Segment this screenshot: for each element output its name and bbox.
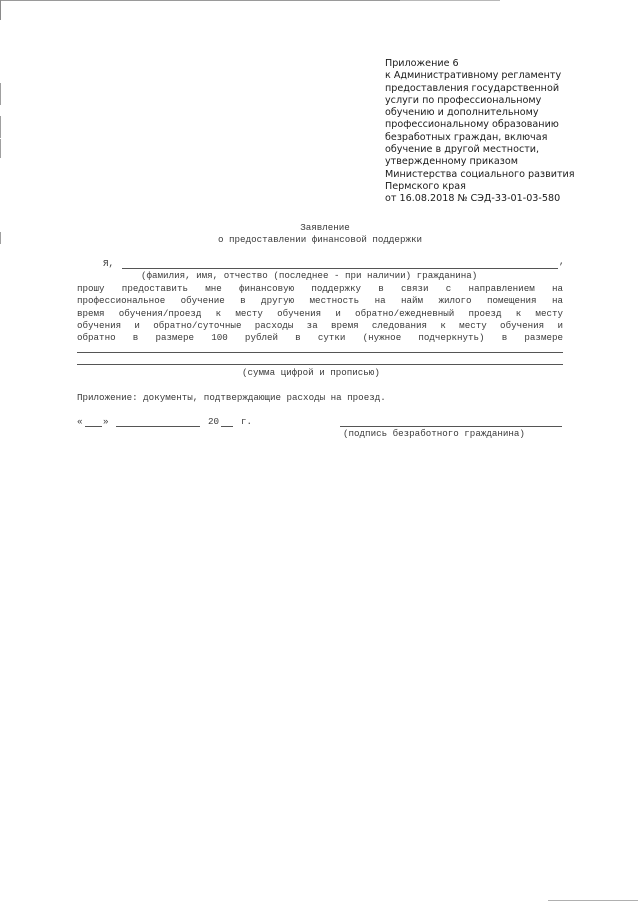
request-line: обучения и обратно/суточные расходы за время следования к месту обучения и xyxy=(77,319,563,331)
appendix-line: обучение в другой местности, xyxy=(385,144,540,156)
request-line: время обучения/проезд к месту обучения и обратно/ежедневный проезд к месту xyxy=(77,307,563,319)
applicant-caption: (фамилия, имя, отчество (последнее - при наличии) гражданина) xyxy=(141,270,478,281)
date-day-field[interactable] xyxy=(85,426,102,427)
scan-mark xyxy=(0,83,1,105)
appendix-line: услуги по профессиональному xyxy=(385,94,542,106)
signature-caption: (подпись безработного гражданина) xyxy=(343,428,525,439)
request-paragraph xyxy=(77,283,563,344)
amount-caption: (сумма цифрой и прописью) xyxy=(242,367,380,378)
date-open-quote: « xyxy=(77,416,83,427)
scan-mark xyxy=(0,139,1,158)
amount-field-line-2[interactable] xyxy=(77,364,563,365)
appendix-line: к Административному регламенту xyxy=(385,70,562,82)
appendix-line: Министерства социального развития xyxy=(385,168,575,180)
document-title: Заявление xyxy=(300,222,350,233)
date-month-field[interactable] xyxy=(116,426,200,427)
request-line: обратно в размере 100 рублей в сутки (нужное подчеркнуть) в размере xyxy=(77,332,563,344)
applicant-suffix: , xyxy=(559,256,565,267)
scan-edge-left xyxy=(0,0,1,20)
scan-edge-top xyxy=(0,0,420,1)
date-close-quote: » xyxy=(103,416,109,427)
date-suffix: г. xyxy=(241,416,253,427)
appendix-line: Приложение 6 xyxy=(385,58,459,69)
appendix-line: Пермского края xyxy=(385,180,466,192)
document-subtitle: о предоставлении финансовой поддержки xyxy=(218,234,422,245)
document-title-block xyxy=(0,222,640,246)
date-year-prefix: 20 xyxy=(208,416,220,427)
appendix-header xyxy=(385,58,575,206)
appendix-line: безработных граждан, включая xyxy=(385,131,548,143)
appendix-line: утвержденному приказом xyxy=(385,156,518,168)
scan-edge-top-right xyxy=(400,0,500,1)
applicant-name-field[interactable] xyxy=(122,268,558,269)
attachment-note: Приложение: документы, подтверждающие расходы на проезд. xyxy=(77,392,386,403)
appendix-line: от 16.08.2018 № СЭД-33-01-03-580 xyxy=(385,193,561,205)
request-line: профессиональное обучение в другую местность на найм жилого помещения на xyxy=(77,295,563,307)
appendix-line: профессиональному образованию xyxy=(385,119,559,131)
signature-field[interactable] xyxy=(340,426,562,427)
applicant-prefix: Я, xyxy=(103,258,115,269)
date-year-field[interactable] xyxy=(221,426,233,427)
appendix-line: обучению и дополнительному xyxy=(385,107,539,119)
scan-edge-bottom xyxy=(548,900,638,901)
amount-field-line-1[interactable] xyxy=(77,352,563,353)
request-line: прошу предоставить мне финансовую поддержку в связи с направлением на xyxy=(77,283,563,294)
scan-mark xyxy=(0,116,1,138)
appendix-line: предоставления государственной xyxy=(385,82,560,94)
